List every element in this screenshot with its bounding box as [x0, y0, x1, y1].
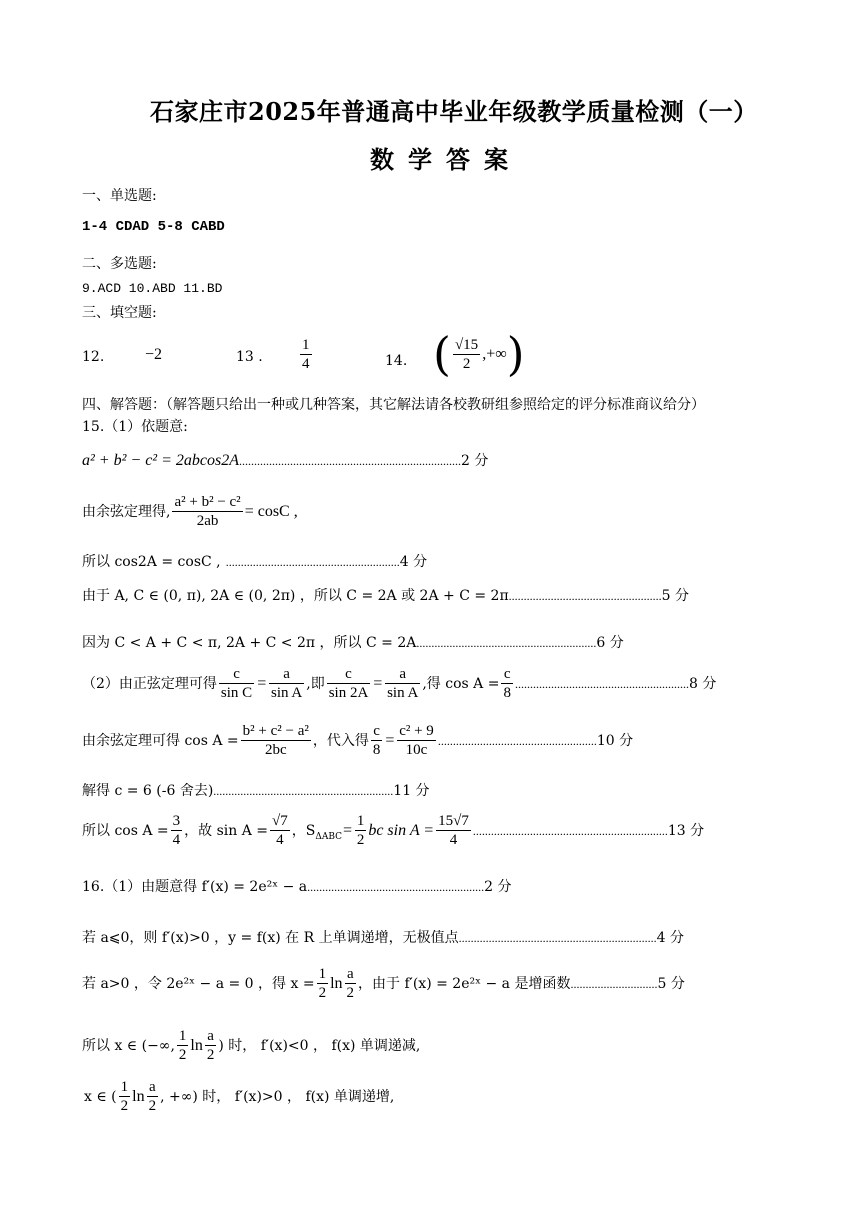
frac-denominator: 2 — [318, 985, 327, 1001]
frac-denominator: 4 — [172, 832, 181, 848]
frac-denominator: 4 — [276, 832, 284, 848]
leader-dots: ............................................................ — [416, 636, 597, 650]
single-choice-answers: 1-4 CDAD 5-8 CABD — [82, 219, 225, 235]
frac-denominator: 8 — [372, 742, 381, 758]
frac-numerator: a — [345, 965, 357, 984]
frac-denominator: sin A — [387, 685, 419, 701]
q15-part2-score: 8 分 — [688, 676, 717, 692]
q15-cos-sub: ，代入得 — [312, 733, 369, 749]
ln-text: ln — [330, 975, 343, 992]
q15-line2-prefix: 由余弦定理得, — [82, 504, 171, 520]
q16-line3-prefix: 若 a>0 ，令 2e²ˣ − a = 0 ，得 x = — [82, 976, 315, 992]
frac-denominator: 2bc — [264, 742, 287, 758]
q16-line3 — [82, 965, 685, 1002]
q15-line4-text: 由于 A, C ∈ (0, π), 2A ∈ (0, 2π) ，所以 C = 2A 或 2A + C = 2π — [82, 588, 509, 604]
q15-line5-text: 因为 C < A + C < π, 2A + C < 2π ，所以 C = 2A — [82, 635, 417, 651]
q16-line3-score: 5 分 — [657, 976, 685, 992]
q15-line5-score: 6 分 — [596, 635, 624, 651]
q16-line1-score: 2 分 — [484, 879, 512, 895]
q16-line5-tail: , +∞) 时， f′(x)>0 ， f(x) 单调递增, — [160, 1089, 395, 1105]
frac-denominator: 2 — [120, 1098, 129, 1114]
q16-line4-prefix: 所以 x ∈ (−∞, — [82, 1038, 175, 1054]
frac-numerator: c — [371, 722, 383, 741]
solve-heading: 四、解答题：（解答题只给出一种或几种答案，其它解法请各校教研组参照给定的评分标准商议给分） — [82, 397, 705, 413]
q13-numerator: 1 — [302, 337, 310, 353]
frac-numerator: a — [269, 665, 304, 684]
leader-dots: .......................................................... — [225, 555, 400, 569]
leader-dots: ........................................................... — [307, 880, 485, 894]
equals-sign: = — [342, 822, 353, 839]
frac-denominator: 2 — [206, 1047, 215, 1063]
q16-line2-score: 4 分 — [656, 930, 684, 946]
single-choice-heading: 一、单选题: — [82, 188, 157, 204]
frac-numerator: √7 — [272, 813, 288, 829]
q15-cos-prefix: 由余弦定理可得 cos A = — [82, 733, 239, 749]
multi-choice-answers: 9.ACD 10.ABD 11.BD — [82, 281, 223, 296]
q16-line4 — [82, 1027, 420, 1064]
frac-denominator: 2 — [148, 1098, 157, 1114]
leader-dots: .......................................................... — [514, 677, 689, 691]
frac-numerator: c² + 9 — [399, 723, 434, 739]
leader-dots: ..................................................... — [437, 734, 597, 748]
q15-final-bc: bc sin A = — [368, 822, 435, 839]
frac-denominator: sin C — [220, 685, 253, 701]
frac-numerator: b² + c² − a² — [242, 723, 309, 739]
frac-denominator: 2 — [178, 1047, 187, 1063]
q14-numerator: √15 — [454, 336, 479, 353]
q15-line4 — [82, 585, 689, 605]
frac-denominator: 2 — [346, 985, 355, 1001]
frac-denominator: sin 2A — [328, 685, 369, 701]
q16-line4-tail: ) 时， f′(x)<0 ， f(x) 单调递减, — [218, 1038, 421, 1054]
q15-line1-expr: a² + b² − c² = 2abcos2A — [82, 452, 239, 469]
q16-line1-text: 16.（1）由题意得 f′(x) = 2e²ˣ − a — [82, 879, 308, 895]
q16-line2-text: 若 a⩽0，则 f′(x)>0 ，y = f(x) 在 R 上单调递增，无极值点 — [82, 930, 459, 946]
q12-label: 12. — [82, 349, 105, 365]
frac-numerator: 1 — [356, 813, 365, 829]
q15-line3-text: 所以 cos2A = cosC , — [82, 554, 221, 570]
ln-text: ln — [190, 1037, 203, 1054]
q15-part2-prefix: （2）由正弦定理可得 — [82, 676, 217, 692]
q13-denominator: 4 — [302, 356, 310, 372]
q16-line3-mid: ，由于 f′(x) = 2e²ˣ − a 是增函数 — [358, 976, 571, 992]
area-subscript: ΔABC — [315, 832, 343, 843]
frac-numerator: a — [205, 1027, 217, 1046]
frac-denominator: 10c — [405, 742, 428, 758]
leader-dots: ................................................... — [508, 589, 662, 603]
frac-denominator: 2 — [356, 832, 365, 848]
ln-text: ln — [132, 1088, 145, 1105]
q13-label: 13 . — [236, 349, 263, 365]
q15-line4-score: 5 分 — [661, 588, 690, 604]
multi-choice-heading: 二、多选题: — [82, 256, 157, 272]
q15-final-sin: ，故 sin A = — [184, 823, 269, 839]
frac-numerator: c — [327, 665, 371, 684]
q15-solve-line — [82, 780, 430, 800]
equals-sign: = — [372, 675, 384, 692]
q16-line1 — [82, 876, 512, 896]
frac-numerator: 15√7 — [438, 813, 469, 829]
q15-solve-score: 11 分 — [393, 783, 430, 799]
q15-part2-mid: ,即 — [306, 676, 325, 692]
q16-line5-prefix: x ∈ ( — [84, 1089, 117, 1105]
fill-blank-heading: 三、填空题: — [82, 305, 157, 321]
q15-line2-numerator: a² + b² − c² — [174, 494, 241, 510]
frac-denominator: sin A — [270, 685, 303, 701]
q13-answer — [298, 336, 314, 373]
right-paren: ) — [506, 327, 525, 381]
q15-part2-get: ,得 cos A = — [422, 676, 500, 692]
q15-line5 — [82, 632, 624, 652]
q14-answer — [433, 327, 525, 381]
frac-numerator: 1 — [120, 1079, 129, 1095]
q15-line3 — [82, 551, 427, 571]
equals-sign: = — [256, 675, 267, 692]
equals-sign: = — [384, 732, 396, 749]
q15-part2 — [82, 665, 716, 702]
q14-label: 14. — [385, 353, 408, 369]
q15-intro: 15.（1）依题意: — [82, 419, 188, 435]
frac-denominator: 4 — [449, 832, 458, 848]
leader-dots: .................................................................. — [458, 931, 657, 945]
leader-dots: ............................. — [570, 977, 658, 991]
q14-tail: ,+∞ — [482, 345, 507, 363]
q15-line2-rhs: = cosC , — [244, 503, 298, 520]
frac-numerator: c — [501, 665, 513, 684]
frac-numerator: 1 — [318, 966, 327, 982]
leader-dots: ............................................................ — [213, 784, 394, 798]
page-title: 石家庄市2025年普通高中毕业年级教学质量检测（一） — [150, 97, 758, 126]
q15-final-area: ，S — [291, 823, 316, 839]
frac-numerator: c — [219, 665, 254, 684]
left-paren: ( — [433, 327, 451, 381]
q15-cosine-line — [82, 722, 633, 759]
q15-line3-score: 4 分 — [399, 554, 428, 570]
leader-dots: .......................................................................... — [238, 454, 461, 468]
page-subtitle: 数学答案 — [370, 145, 522, 174]
q15-line2 — [82, 493, 298, 530]
q16-line5 — [84, 1078, 394, 1115]
frac-numerator: 1 — [178, 1028, 187, 1044]
frac-numerator: 3 — [172, 813, 181, 829]
q15-line2-denominator: 2ab — [196, 513, 219, 529]
q14-denominator: 2 — [462, 355, 471, 372]
frac-denominator: 8 — [503, 685, 511, 701]
frac-numerator: a — [385, 665, 420, 684]
q15-cos-score: 10 分 — [596, 733, 634, 749]
q15-line1 — [82, 450, 488, 470]
leader-dots: ................................................................. — [472, 824, 668, 838]
q15-line1-score: 2 分 — [460, 453, 489, 469]
q15-final-score: 13 分 — [667, 823, 705, 839]
q15-final-prefix: 所以 cos A = — [82, 823, 169, 839]
q12-answer: −2 — [145, 346, 163, 363]
q15-solve-text: 解得 c = 6 (-6 舍去) — [82, 783, 214, 799]
q15-final-line — [82, 812, 704, 849]
frac-numerator: a — [147, 1078, 159, 1097]
q16-line2 — [82, 927, 684, 947]
